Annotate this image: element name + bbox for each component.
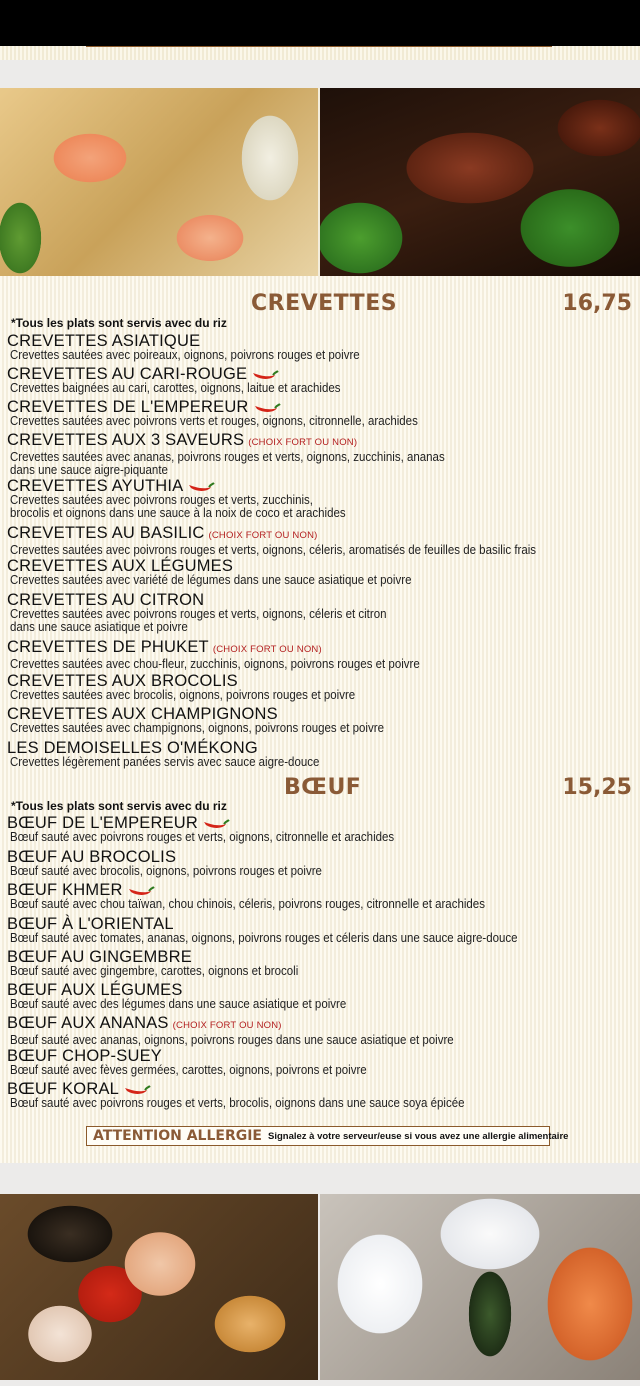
- item-desc: Bœuf sauté avec poivrons rouges et verts, brocolis, oignons dans une sauce soya épicée: [10, 1096, 465, 1110]
- item-name-row: [7, 432, 637, 451]
- section-title-boeuf: BŒUF: [284, 775, 362, 800]
- item-desc: Bœuf sauté avec ananas, oignons, poivrons rouges dans une sauce asiatique et poivre: [10, 1033, 454, 1047]
- menu-item: [7, 849, 637, 878]
- menu-item: [7, 432, 637, 476]
- allergy-text: Signalez à votre serveur/euse si vous avez une allergie alimentaire: [267, 1130, 569, 1142]
- menu-item: [7, 673, 637, 702]
- menu-item: [7, 740, 637, 769]
- chili-pepper-icon: [251, 369, 279, 381]
- spice-option: (CHOIX FORT OU NON): [248, 437, 358, 448]
- menu-item: [7, 1081, 637, 1110]
- item-name: BŒUF KHMER: [7, 881, 123, 899]
- menu-item: [7, 558, 637, 587]
- item-desc: Crevettes sautées avec champignons, oignons, poivrons rouges et poivre: [10, 721, 384, 735]
- item-desc: Crevettes légèrement panées servis avec sauce aigre-douce: [10, 755, 320, 769]
- rice-note: *Tous les plats sont servis avec du riz: [11, 316, 227, 330]
- item-desc: Crevettes sautées avec chou-fleur, zucchinis, oignons, poivrons rouges et poivre: [10, 657, 420, 671]
- menu-item: [7, 639, 637, 671]
- divider-line: [86, 46, 552, 47]
- item-name-row: [7, 1015, 637, 1034]
- item-desc: Bœuf sauté avec poivrons rouges et verts, oignons, citronnelle et arachides: [10, 830, 395, 844]
- item-name: LES DEMOISELLES O'MÉKONG: [7, 739, 258, 757]
- menu-item: [7, 815, 637, 844]
- menu-item: [7, 525, 637, 557]
- chili-pepper-icon: [202, 818, 230, 830]
- item-name-row: [7, 525, 637, 544]
- item-desc-2: dans une sauce aigre-piquante: [10, 462, 168, 477]
- allergy-notice: [86, 1126, 569, 1146]
- chili-pepper-icon: [123, 1084, 151, 1096]
- menu-item: [7, 982, 637, 1011]
- menu-page: [0, 88, 640, 1163]
- item-desc: Bœuf sauté avec gingembre, carottes, oignons et brocoli: [10, 964, 299, 978]
- status-bar: [0, 0, 640, 46]
- menu-item: [7, 366, 637, 395]
- menu-item: [7, 706, 637, 735]
- item-name: CREVETTES AUX LÉGUMES: [7, 557, 234, 575]
- section-price-boeuf: 15,25: [562, 775, 632, 800]
- item-desc: Bœuf sauté avec des légumes dans une sauce asiatique et poivre: [10, 997, 347, 1011]
- item-desc-2: dans une sauce asiatique et poivre: [10, 619, 188, 634]
- item-name-row: [7, 815, 637, 831]
- item-desc: Bœuf sauté avec chou taïwan, chou chinois, céleris, poivrons rouges, citronnelle et arachides: [10, 897, 485, 911]
- item-desc: Crevettes baignées au cari, carottes, oignons, laitue et arachides: [10, 381, 341, 395]
- item-name: CREVETTES AUX 3 SAVEURS: [7, 431, 245, 449]
- menu-item: [7, 1048, 637, 1077]
- item-name: CREVETTES AU CARI-ROUGE: [7, 365, 248, 383]
- item-name: BŒUF KORAL: [7, 1080, 120, 1098]
- item-name: BŒUF AUX LÉGUMES: [7, 981, 183, 999]
- allergy-title: ATTENTION ALLERGIE: [93, 1128, 262, 1144]
- item-name: CREVETTES DE L'EMPEREUR: [7, 398, 249, 416]
- item-name-row: [7, 1081, 637, 1097]
- menu-item: [7, 882, 637, 911]
- shrimp-dish-photo: [0, 88, 318, 276]
- menu-item: [7, 916, 637, 945]
- item-desc: Crevettes sautées avec ananas, poivrons rouges et verts, oignons, zucchinis, ananas: [10, 450, 445, 464]
- spice-option: (CHOIX FORT OU NON): [212, 644, 322, 655]
- item-name: BŒUF AU BROCOLIS: [7, 848, 177, 866]
- item-name: CREVETTES AU BASILIC: [7, 524, 205, 542]
- menu-item: [7, 949, 637, 978]
- menu-item: [7, 592, 637, 633]
- item-desc: Bœuf sauté avec tomates, ananas, oignons, poivrons rouges et céleris dans une sauce aigre-douce: [10, 931, 518, 945]
- rice-note: *Tous les plats sont servis avec du riz: [11, 799, 227, 813]
- mussels-seafood-photo: [0, 1194, 318, 1380]
- item-desc: Crevettes sautées avec poivrons verts et rouges, oignons, citronnelle, arachides: [10, 414, 418, 428]
- item-desc: Bœuf sauté avec brocolis, oignons, poivrons rouges et poivre: [10, 864, 322, 878]
- item-name: BŒUF CHOP-SUEY: [7, 1047, 162, 1065]
- item-name: BŒUF DE L'EMPEREUR: [7, 814, 199, 832]
- beef-broccoli-photo: [320, 88, 640, 276]
- section-title-crevettes: CREVETTES: [251, 291, 398, 316]
- item-name: BŒUF AUX ANANAS: [7, 1014, 169, 1032]
- item-desc: Crevettes sautées avec variété de légumes dans une sauce asiatique et poivre: [10, 573, 412, 587]
- menu-item: [7, 333, 637, 362]
- item-name: CREVETTES AUX CHAMPIGNONS: [7, 705, 278, 723]
- chili-pepper-icon: [187, 481, 215, 493]
- menu-item: [7, 478, 637, 519]
- item-name-row: [7, 882, 637, 898]
- chili-pepper-icon: [253, 402, 281, 414]
- item-desc: Crevettes sautées avec poivrons rouges et verts, oignons, céleris et citron: [10, 607, 387, 621]
- chili-pepper-icon: [127, 885, 155, 897]
- item-name: CREVETTES DE PHUKET: [7, 638, 209, 656]
- previous-page-strip: [0, 46, 640, 60]
- item-desc: Crevettes sautées avec poivrons rouges et verts, oignons, céleris, aromatisés de feuilles de basilic frais: [10, 543, 537, 557]
- item-name: BŒUF À L'ORIENTAL: [7, 915, 174, 933]
- section-price-crevettes: 16,75: [562, 291, 632, 316]
- item-desc: Crevettes sautées avec brocolis, oignons, poivrons rouges et poivre: [10, 688, 356, 702]
- scallops-mussels-photo: [320, 1194, 640, 1380]
- spice-option: (CHOIX FORT OU NON): [172, 1020, 282, 1031]
- item-name: CREVETTES AYUTHIA: [7, 477, 184, 495]
- item-name-row: [7, 478, 637, 494]
- item-name-row: [7, 399, 637, 415]
- item-name: CREVETTES ASIATIQUE: [7, 332, 201, 350]
- item-desc: Bœuf sauté avec fèves germées, carottes, oignons, poivrons et poivre: [10, 1063, 367, 1077]
- menu-item: [7, 399, 637, 428]
- next-page: [0, 1192, 640, 1386]
- item-name-row: [7, 639, 637, 658]
- item-desc: Crevettes sautées avec poireaux, oignons, poivrons rouges et poivre: [10, 348, 360, 362]
- item-name-row: [7, 366, 637, 382]
- item-desc: Crevettes sautées avec poivrons rouges et verts, zucchinis,: [10, 493, 313, 507]
- item-name: CREVETTES AUX BROCOLIS: [7, 672, 238, 690]
- item-desc-2: brocolis et oignons dans une sauce à la noix de coco et arachides: [10, 505, 346, 520]
- spice-option: (CHOIX FORT OU NON): [208, 530, 318, 541]
- item-name: BŒUF AU GINGEMBRE: [7, 948, 192, 966]
- menu-item: [7, 1015, 637, 1047]
- item-name: CREVETTES AU CITRON: [7, 591, 205, 609]
